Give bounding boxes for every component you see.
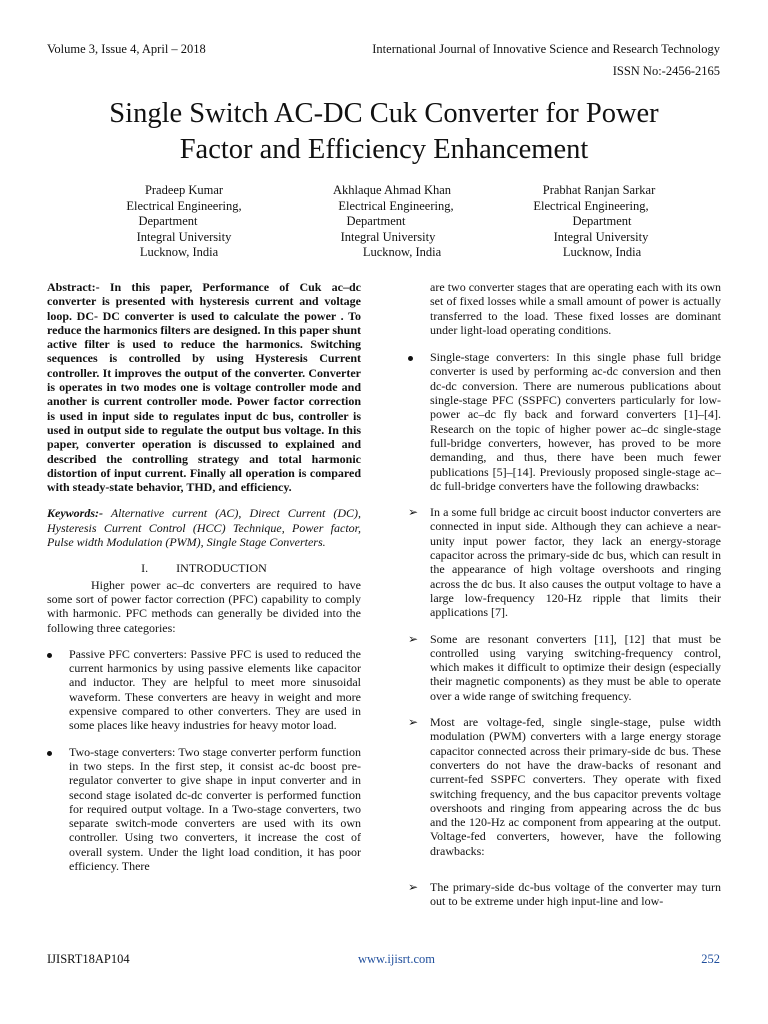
author-dept: Electrical Engineering, (533, 198, 649, 213)
section-heading (47, 561, 361, 575)
title-line-1: Single Switch AC-DC Cuk Converter for Power (109, 98, 659, 129)
author-city: Lucknow, India (139, 245, 219, 259)
author-name: Pradeep Kumar (144, 183, 224, 197)
author-name: Akhlaque Ahmad Khan (332, 183, 452, 197)
list-item-text: The primary-side dc-bus voltage of the converter may turn out to be extreme under high input-line and low- (430, 879, 721, 909)
arrow-bullet-icon: ➢ (408, 505, 419, 520)
author-1 (104, 183, 264, 261)
keywords (47, 506, 361, 549)
abstract (47, 280, 361, 494)
right-column (408, 280, 721, 921)
paper-title (40, 96, 728, 168)
author-university: Integral University (340, 229, 436, 244)
continued-paragraph: are two converter stages that are operating each with its own set of fixed losses while a small amount of power is actually transferred to the load. These fixed losses are dominant under light-load operating conditions. (430, 280, 721, 337)
list-item (408, 715, 721, 858)
author-university: Integral University (553, 229, 649, 244)
list-item (47, 745, 361, 874)
page-number: 252 (701, 952, 720, 966)
bullet-icon (408, 350, 422, 364)
website-link[interactable]: www.ijisrt.com (358, 952, 435, 966)
paper-code: IJISRT18AP104 (47, 952, 130, 966)
author-dept: Electrical Engineering, (126, 198, 242, 213)
author-dept-2: Department (346, 214, 406, 228)
list-item (408, 505, 721, 619)
list-item (408, 880, 721, 909)
list-item (408, 350, 721, 493)
author-dept: Electrical Engineering, (338, 198, 454, 213)
author-dept-2: Department (138, 214, 198, 228)
abstract-label: Abstract:- (47, 280, 100, 294)
author-city: Lucknow, India (562, 245, 642, 259)
author-3 (516, 183, 676, 261)
list-item (47, 647, 361, 733)
bullet-icon (47, 647, 61, 661)
author-city: Lucknow, India (362, 245, 442, 259)
title-line-2: Factor and Efficiency Enhancement (179, 134, 589, 165)
keywords-text: Alternative current (AC), Direct Current (DC), Hysteresis Current Control (HCC) Technique, Power factor, Pulse width Modulation (PWM), Single Stage Converters. (47, 506, 361, 550)
author-name: Prabhat Ranjan Sarkar (542, 183, 656, 197)
left-column (47, 280, 361, 885)
journal-name: International Journal of Innovative Science and Research Technology (372, 42, 720, 56)
list-item-text: Some are resonant converters [11], [12] that must be controlled using varying switching-frequency control, which makes it difficult to optimize their design (especially their magnetic components) as they must be able to operate over a wide range of switching frequency. (430, 631, 721, 703)
volume-issue: Volume 3, Issue 4, April – 2018 (47, 42, 206, 56)
author-university: Integral University (136, 229, 232, 244)
list-item-text: In a some full bridge ac circuit boost inductor converters are connected in input side. Although they can achieve a near-unity input power factor, they lack an energy-storage capacitor across the primary-side dc bus, which can result in the appearance of high voltage overshoots and ringing across the dc bus. It also causes the output voltage to have a large low-frequency 120-Hz ripple that limits their applications [7]. (430, 505, 721, 620)
issn: ISSN No:-2456-2165 (612, 64, 720, 78)
list-item (408, 632, 721, 703)
keywords-label: Keywords:- (47, 506, 103, 521)
bullet-icon (47, 745, 61, 759)
section-title: INTRODUCTION (176, 561, 267, 576)
arrow-bullet-icon: ➢ (408, 631, 419, 646)
arrow-bullet-icon: ➢ (408, 879, 419, 894)
author-2 (316, 183, 476, 261)
author-block (0, 183, 768, 258)
list-item-text: Passive PFC converters: Passive PFC is used to reduced the current harmonics by using passive elements like capacitor and inductor. They are helpful to meet more sinusoidal waveform. These converters are heavy in weight and more expensive compared to other converters. They are used in some places like heavy industries for heavy motor load. (69, 646, 361, 733)
list-item-text: Most are voltage-fed, single single-stage, pulse width modulation (PWM) converters with a large energy storage capacitor connected across their primary-side dc bus. These converters do not have the draw-backs of resonant and current-fed SSPFC converters. They operate with fixed switching frequency, and the bus capacitor prevents voltage overshoots and ringing from appearing across the dc bus and the 120-Hz ac component from appearing at the output. Voltage-fed converters, however, have the following drawbacks: (430, 715, 721, 858)
list-item-text: Two-stage converters: Two stage converter perform function in two steps. In the first step, it consist ac-dc boost pre-regulator converter to give shape in input converter and in second stage isolated dc-dc converter is performed function for required output voltage. In a Two-stage converters, two separate switch-mode converters are used with its own controller. Using two converters, it increase the cost of overall system. Under the light load condition, it has poor efficiency. There (69, 744, 361, 873)
section-number: I. (141, 561, 149, 576)
intro-paragraph: Higher power ac–dc converters are required to have some sort of power factor correction (PFC) capability to comply with harmonic. PFC methods can generally be divided into the following three categories: (47, 577, 361, 635)
author-dept-2: Department (572, 214, 632, 228)
arrow-bullet-icon: ➢ (408, 715, 419, 730)
list-item-text: Single-stage converters: In this single phase full bridge converter is used by performing ac-dc conversion and then dc-dc conversion. There are numerous publications about single-stage PFC (SSPFC) converters particularly for low-power ac–dc fly back and forward converters [1]–[4]. Research on the topic of higher power ac–dc single-stage full-bridge converters, however, has proved to be more demanding, and thus, there have been much fewer publications [5]–[14]. Previously proposed single-stage ac–dc full-bridge converters have the following drawbacks: (430, 350, 721, 493)
abstract-text: In this paper, Performance of Cuk ac–dc converter is presented with hysteresis current and voltage loop. DC- DC converter is used to calculate the power . To reduce the harmonics filters are designed. In this paper shunt active filter is used to reduce the harmonics. Switching sequences is controlled by using Hysteresis Current controller. It improves the output of the converter. Converter is operates in two modes one is voltage controller mode and another is current controller mode. Power factor correction is used in input side to regulates input dc bus, controller is used in output side to regulate the output bus voltage. In this paper, converter operation is discussed to explained and described the controlling strategy and total harmonic distortion of input current. Finally all operation is compared with steady-state behavior, THD, and efficiency. (47, 280, 362, 495)
